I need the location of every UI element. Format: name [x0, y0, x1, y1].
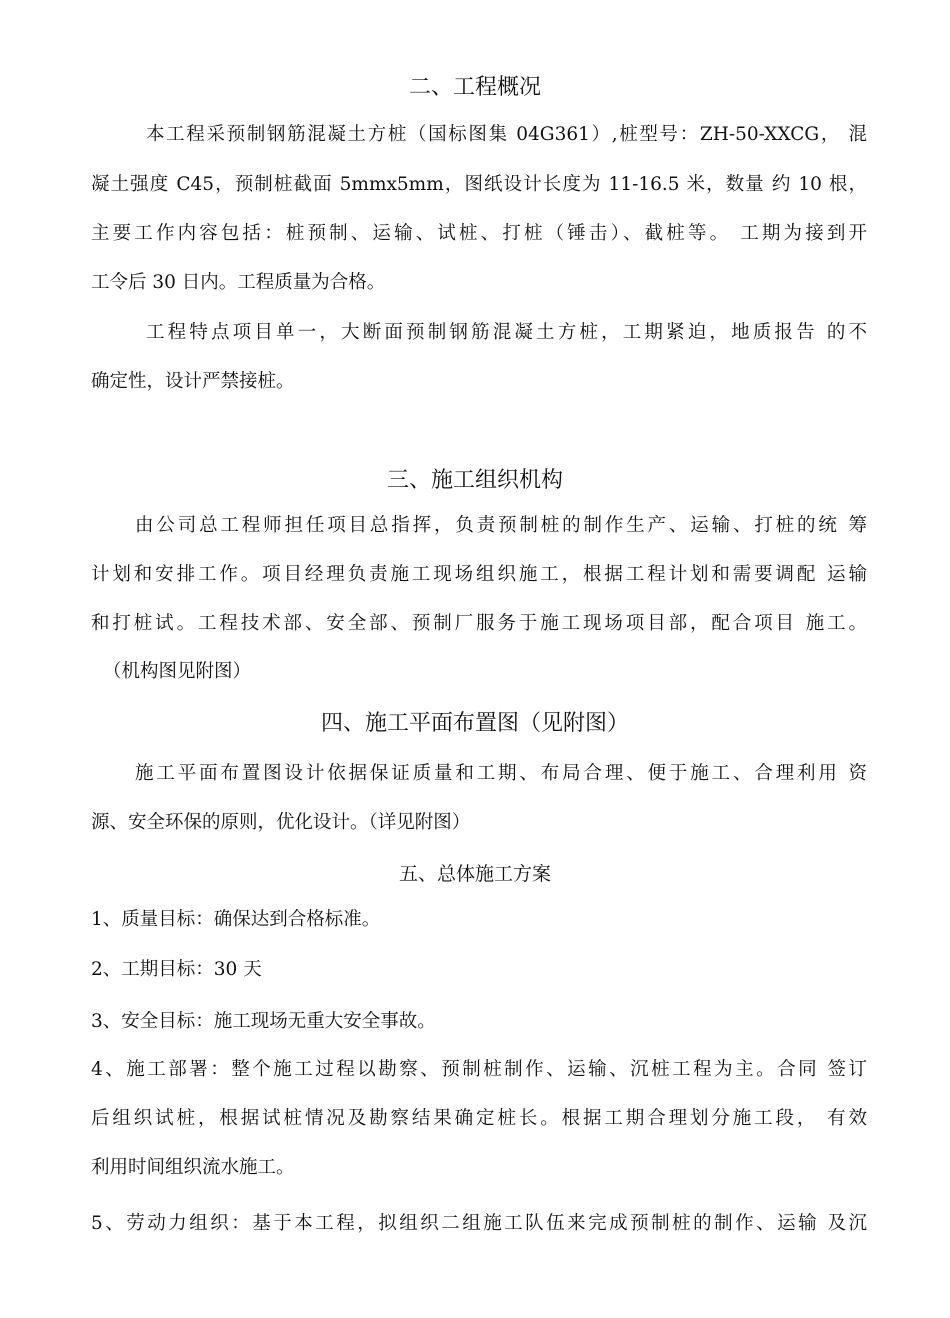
section-3-p1-line-3: 和打桩试。工程技术部、安全部、预制厂服务于施工现场项目部，配合项目 施工。 [91, 613, 867, 634]
section-2-title: 二、工程概况 [408, 75, 541, 100]
section-2-p1-line-4: 工令后 30 日内。工程质量为合格。 [91, 272, 386, 293]
section-3-title: 三、施工组织机构 [386, 468, 563, 493]
section-4-p1-line-1: 施工平面布置图设计依据保证质量和工期、布局合理、便于施工、合理利用 资 [135, 763, 867, 784]
section-5-item-3: 3、安全目标：施工现场无重大安全事故。 [91, 1011, 436, 1032]
section-5-item-4-line-3: 利用时间组织流水施工。 [91, 1157, 295, 1178]
section-5-item-1: 1、质量目标：确保达到合格标准。 [91, 909, 381, 930]
section-4-p1-line-2: 源、安全环保的原则，优化设计。（详见附图） [91, 812, 471, 833]
section-3-p1-line-1: 由公司总工程师担任项目总指挥，负责预制桩的制作生产、运输、打桩的统 筹 [135, 515, 867, 536]
section-2-p2-line-1: 工程特点项目单一，大断面预制钢筋混凝土方桩，工期紧迫，地质报告 的不 [146, 322, 867, 343]
section-5-item-4-line-2: 后组织试桩，根据试桩情况及勘察结果确定桩长。根据工期合理划分施工段， 有效 [91, 1108, 867, 1129]
section-5-item-5-line-1: 5、劳动力组织：基于本工程，拟组织二组施工队伍来完成预制桩的制作、运输 及沉 [91, 1213, 867, 1234]
section-4-title: 四、施工平面布置图（见附图） [320, 711, 629, 736]
section-2-p1-line-2: 凝土强度 C45，预制桩截面 5mmx5mm，图纸设计长度为 11-16.5 米，数量 约 10 根， [91, 174, 867, 195]
section-2-p2-line-2: 确定性，设计严禁接桩。 [91, 371, 295, 392]
section-2-p1-line-1: 本工程采预制钢筋混凝土方桩（国标图集 04G361）,桩型号：ZH-50-XXCG， 混 [146, 124, 867, 145]
section-3-p1-line-4: （机构图见附图） [103, 661, 252, 682]
section-5-item-4-line-1: 4、施工部署：整个施工过程以勘察、预制桩制作、运输、沉桩工程为主。合同 签订 [91, 1059, 867, 1080]
section-3-p1-line-2: 计划和安排工作。项目经理负责施工现场组织施工，根据工程计划和需要调配 运输 [91, 564, 867, 585]
section-2-p1-line-3: 主要工作内容包括：桩预制、运输、试桩、打桩（锤击）、截桩等。 工期为接到开 [91, 223, 867, 244]
section-5-item-2: 2、工期目标：30 天 [91, 959, 262, 980]
section-5-title: 五、总体施工方案 [398, 863, 551, 885]
